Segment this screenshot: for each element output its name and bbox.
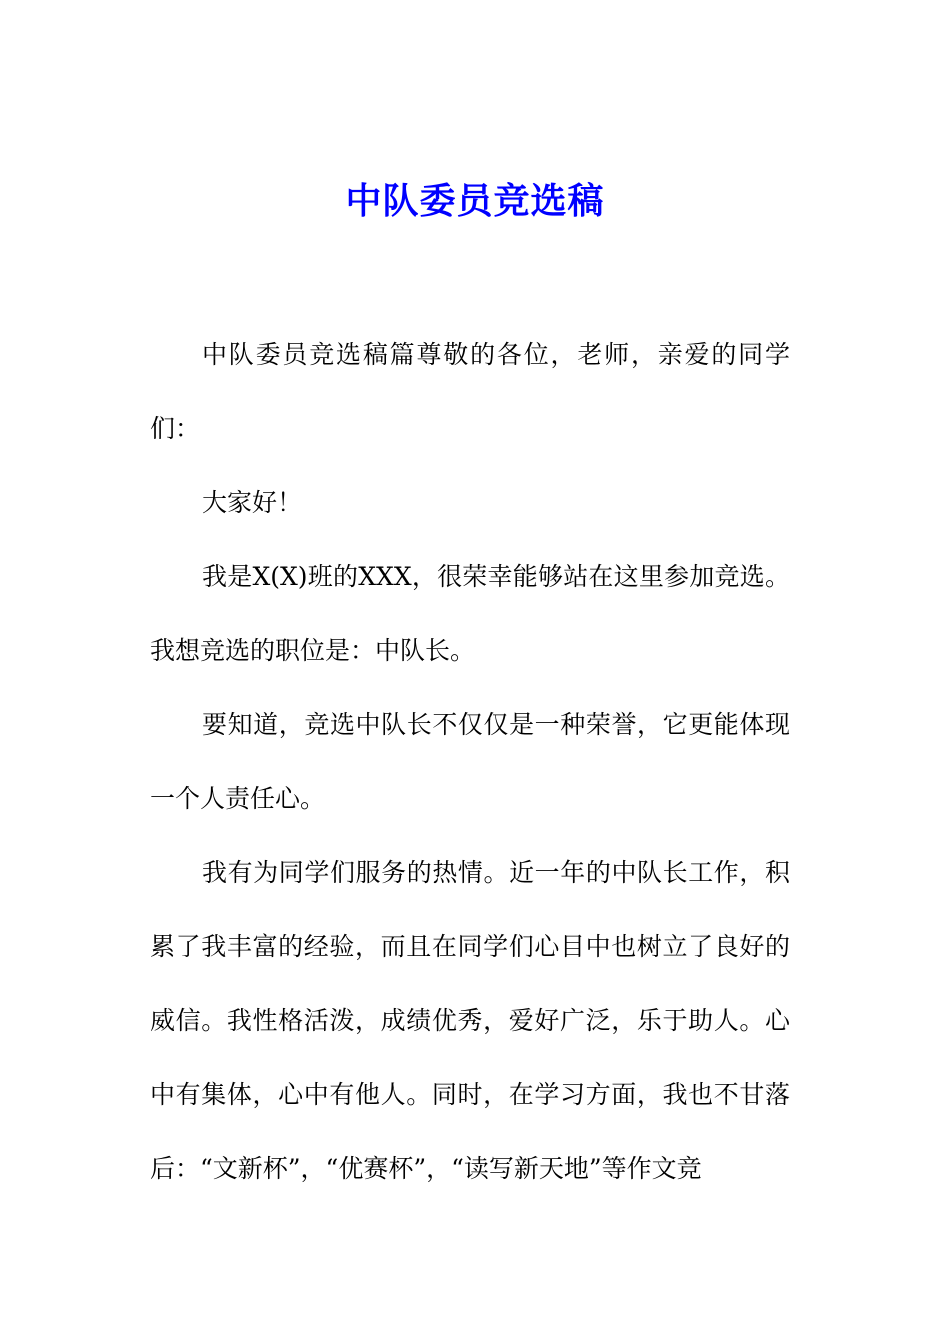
paragraph-experience: 我有为同学们服务的热情。近一年的中队长工作，积累了我丰富的经验，而且在同学们心目中也树立了良好的威信。我性格活泼，成绩优秀，爱好广泛，乐于助人。心中有集体，心中有他人。同时，在学习方面，我也不甘落后：“文新杯”，“优赛杯”，“读写新天地”等作文竞 <box>150 858 790 1183</box>
paragraph-introduction: 我是X(X)班的XXX，很荣幸能够站在这里参加竞选。我想竞选的职位是：中队长。 <box>150 562 790 665</box>
paragraph-hello: 大家好！ <box>202 488 303 517</box>
paragraph-greeting: 中队委员竞选稿篇尊敬的各位，老师，亲爱的同学们： <box>150 340 790 443</box>
document-title: 中队委员竞选稿 <box>345 181 605 222</box>
paragraph-responsibility: 要知道，竞选中队长不仅仅是一种荣誉，它更能体现一个人责任心。 <box>150 710 790 813</box>
document-body <box>150 318 790 1206</box>
